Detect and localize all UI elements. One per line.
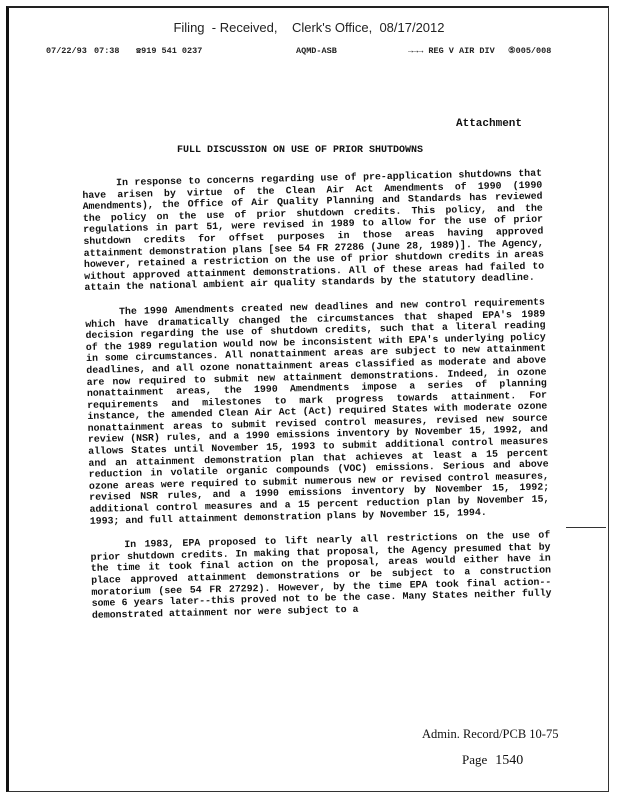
scan-tick-mark	[566, 527, 606, 528]
page-stamp	[462, 752, 523, 769]
fax-division: →→→ REG V AIR DIV	[408, 46, 495, 56]
fax-phone: ☎919 541 0237	[136, 46, 203, 56]
paragraph-2: The 1990 Amendments created new deadlines and new control requirements which have dramatically changed the circumstances that shaped EPA's 1989 decision regarding the use of shutdown credits, such that a literal reading of the 1989 regulation would now be inconsistent with EPA's underlying policy in some circumstances. All nonattainment areas are subject to new attainment deadlines, and all ozone nonattainment areas classified as moderate and above are now required to submit new attainment demonstrations. Indeed, in ozone nonattainment areas, the 1990 Amendments impose a series of planning requirements and milestones to mark progress towards attainment. For instance, the amended Clean Air Act (Act) required States with moderate ozone nonattainment areas to submit revised control measures, revised new source review (NSR) rules, and a 1990 emissions inventory by November 15, 1992, and allows States until November 15, 1993 to submit additional control measures and an attainment demonstration plan that achieves at least a 15 percent reduction in volatile organic compounds (VOC) emissions. Serious and above ozone areas were required to submit numerous new or revised control measures, revised NSR rules, and a 1990 emissions inventory by November 15, 1992; additional control measures and a 15 percent reduction plan by November 15, 1993; and full attainment demonstration plans by November 15, 1994.	[85, 296, 550, 527]
fax-date: 07/22/93	[46, 46, 87, 56]
paragraph-3: In 1983, EPA proposed to lift nearly all restrictions on the use of prior shutdown credits. In making that proposal, the Agency presumed that by the time it took final action on the proposal, areas would either have in place approved attainment demonstrations or be subject to a construction moratorium (see 54 FR 27292). However, by the time EPA took final action--some 6 years later--this proved not to be the case. Many States neither fully demonstrated attainment nor were subject to a	[90, 529, 552, 621]
attachment-label: Attachment	[456, 118, 523, 130]
body-text	[82, 168, 552, 635]
fax-office: AQMD-ASB	[296, 46, 337, 56]
document-title: FULL DISCUSSION ON USE OF PRIOR SHUTDOWNS	[176, 145, 424, 156]
fax-page-count: ⑤005/008	[508, 46, 552, 56]
filing-stamp: Filing - Received, Clerk's Office, 08/17/2012	[173, 20, 445, 35]
record-stamp: Admin. Record/PCB 10-75	[422, 727, 559, 741]
fax-time: 07:38	[94, 46, 120, 56]
page-stamp-label: Page	[462, 752, 488, 767]
paragraph-1: In response to concerns regarding use of pre-application shutdowns that have arisen by virtue of the Clean Air Act Amendments of 1990 (1990 Amendments), the Office of Air Quality Planning and Standards has reviewed the policy on the use of prior shutdown credits. This policy, and the regulations in part 51, were revised in 1989 to allow for the use of prior shutdown credits for offset purposes in those areas having approved attainment demonstration plans [see 54 FR 27286 (June 28, 1989)]. The Agency, however, retained a restriction on the use of prior shutdown credits in areas without approved attainment demonstrations. All of these areas had failed to attain the national ambient air quality standards by the statutory deadline.	[82, 167, 545, 294]
page-stamp-number: 1540	[495, 753, 524, 768]
fax-header	[46, 46, 566, 60]
